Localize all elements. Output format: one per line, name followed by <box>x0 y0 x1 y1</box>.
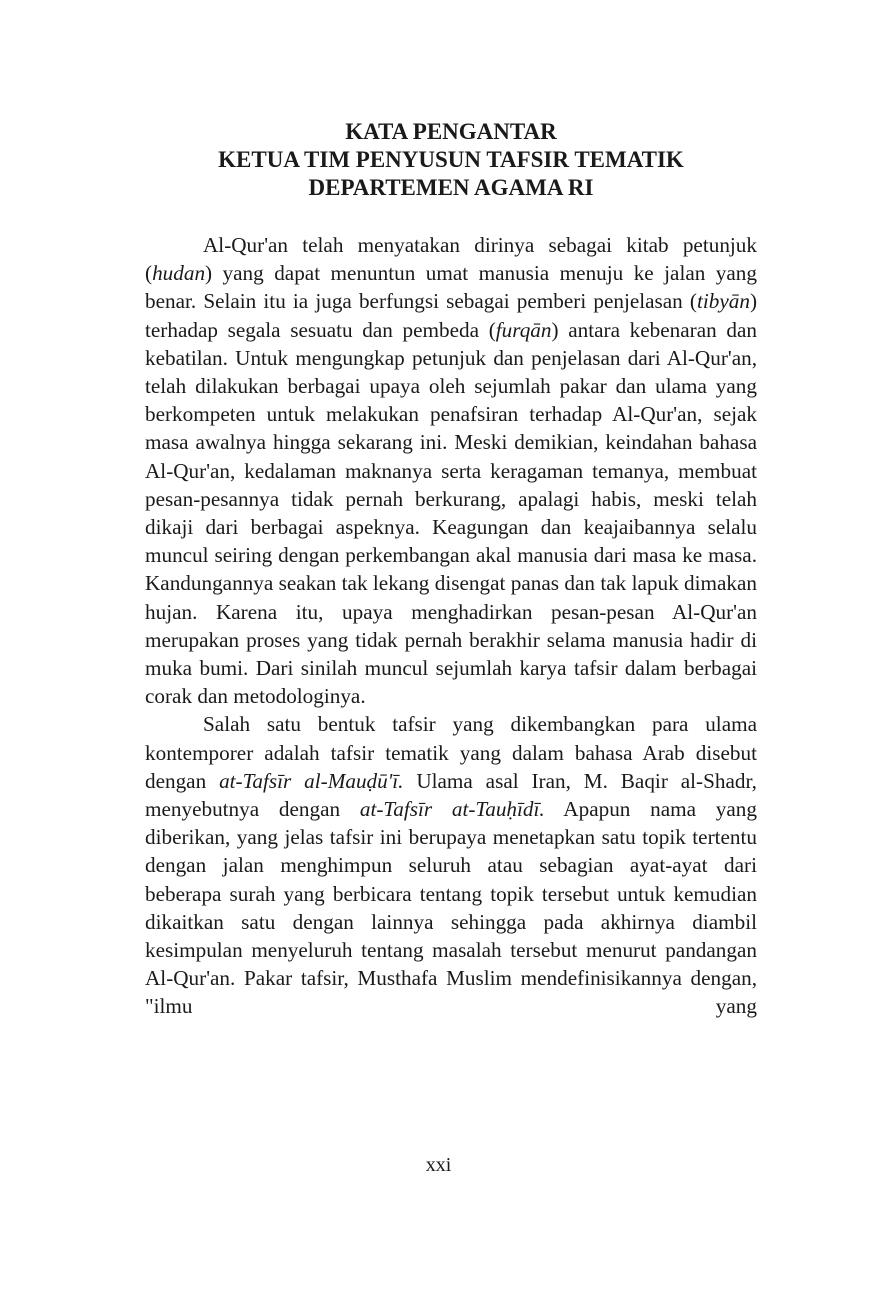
body-text <box>145 231 757 1021</box>
heading-line-3: DEPARTEMEN AGAMA RI <box>308 175 594 200</box>
paragraph-2-text-2: Ulama asal Iran, M. Baqir al-Shadr, menyebutnya dengan <box>145 768 757 822</box>
paragraph-1-italic-hudan: hudan <box>152 261 206 286</box>
paragraph-1 <box>145 231 757 710</box>
paragraph-2-italic-maudui: at-Tafsīr al-Mauḍū'ī. <box>219 768 404 793</box>
heading-line-2: KETUA TIM PENYUSUN TAFSIR TEMATIK <box>218 147 684 172</box>
heading-line-1: KATA PENGANTAR <box>345 119 557 144</box>
paragraph-2-text-3: Apapun nama yang diberikan, yang jelas tafsir ini berupaya menetapkan satu topik tertentu dengan jalan menghimpun seluruh atau sebagian ayat-ayat dari beberapa surah yang berbicara tentang topik tersebut untuk kemudian dikaitkan satu dengan lainnya sehingga pada akhirnya diambil kesimpulan menyeluruh tentang masalah tersebut menurut pandangan Al-Qur'an. Pakar tafsir, Musthafa Muslim mendefinisikannya dengan, "ilmu yang <box>145 797 757 1019</box>
page-heading <box>145 118 757 202</box>
paragraph-2-italic-tauhidi: at-Tafsīr at-Tauḥīdī. <box>359 797 545 822</box>
paragraph-2-text-1: Salah satu bentuk tafsir yang dikembangkan para ulama kontemporer adalah tafsir tematik yang dalam bahasa Arab disebut dengan <box>145 712 757 793</box>
paragraph-1-text-4: ) antara kebenaran dan kebatilan. Untuk mengungkap petunjuk dan penjelasan dari Al-Qur'an, telah dilakukan berbagai upaya oleh sejumlah pakar dan ulama yang berkompeten untuk melakukan penafsiran terhadap Al-Qur'an, sejak masa awalnya hingga sekarang ini. Meski demikian, keindahan bahasa Al-Qur'an, kedalaman maknanya serta keragaman temanya, membuat pesan-pesannya tidak pernah berkurang, apalagi habis, meski telah dikaji dari berbagai aspeknya. Keagungan dan keajaibannya selalu muncul seiring dengan perkembangan akal manusia dari masa ke masa. Kandungannya seakan tak lekang disengat panas dan tak lapuk dimakan hujan. Karena itu, upaya menghadirkan pesan-pesan Al-Qur'an merupakan proses yang tidak pernah berakhir selama manusia hadir di muka bumi. Dari sinilah muncul sejumlah karya tafsir dalam berbagai corak dan metodologinya. <box>145 317 757 709</box>
paragraph-1-text-3: ) terhadap segala sesuatu dan pembeda ( <box>145 289 757 342</box>
page-number: xxi <box>425 1154 452 1176</box>
paragraph-1-text-2: ) yang dapat menuntun umat manusia menuju ke jalan yang benar. Selain itu ia juga berfungsi sebagai pemberi penjelasan ( <box>145 261 757 314</box>
paragraph-1-text-1: Al-Qur'an telah menyatakan dirinya sebagai kitab petunjuk ( <box>145 233 757 286</box>
paragraph-1-italic-tibyan: tibyān <box>696 289 750 314</box>
paragraph-1-italic-furqan: furqān <box>495 317 552 342</box>
paragraph-2 <box>145 710 757 1020</box>
